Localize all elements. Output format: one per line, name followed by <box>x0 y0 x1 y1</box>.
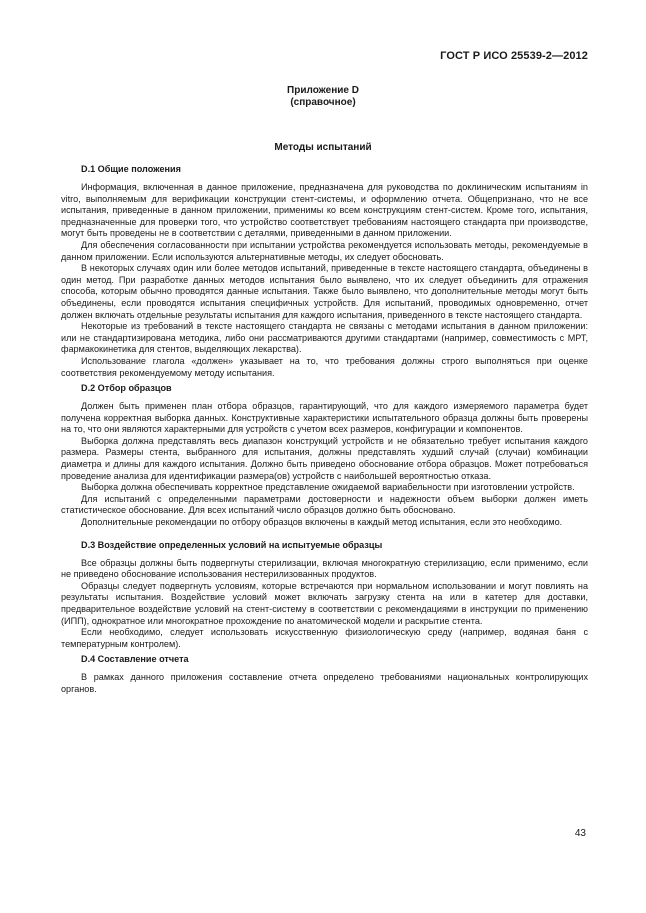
annex-type: (справочное) <box>290 97 356 108</box>
section-conditioning <box>61 539 588 651</box>
annex-heading <box>0 85 646 109</box>
paragraph: Информация, включенная в данное приложение, предназначена для руководства по доклиническим испытаниям in vitro, выполняемым для верификации конструкции стент-системы, и оформлению отчета. Общепризнано, что не все испытания, приведенные в данном приложении, применимы ко всем конструкциям стент-систем. Кроме того, испытания, предназначенные для проверки того, что устройство соответствует требованиям настоящего стандарта при производстве, могут быть проведены не в соответствии с деталями, приведенными в данном приложении. <box>61 182 588 239</box>
section-reporting <box>61 653 588 695</box>
paragraph: Выборка должна представлять весь диапазон конструкций устройств и не обязательно требует испытания каждого размера. Размеры стента, выбранного для испытания, должны представлять худший случай (случаи) комбинации диаметра и длины для каждого испытания. Должно быть приведено обоснование отбора образцов. Может потребоваться проведение анализа для идентификации размера(ов) устройств с наибольшей вероятностью отказа. <box>61 435 588 481</box>
document-title: Методы испытаний <box>274 142 372 153</box>
section-heading: D.4 Составление отчета <box>81 654 189 665</box>
page-number: 43 <box>574 828 586 839</box>
paragraph: В рамках данного приложения составление отчета определено требованиями национальных контролирующих органов. <box>61 672 588 694</box>
paragraph: Должен быть применен план отбора образцов, гарантирующий, что для каждого измеряемого параметра будет получена корректная выборка данных. Конструктивные характеристики испытательного образца должны быть проверены на то, что они являются характерными для устройств с учетом всех размеров, конфигурации и компонентов. <box>61 401 588 435</box>
section-sampling <box>61 382 588 529</box>
section-heading: D.3 Воздействие определенных условий на испытуемые образцы <box>81 539 383 550</box>
paragraph: Для испытаний с определенными параметрами достоверности и надежности объем выборки должен иметь статистическое обоснование. Для всех испытаний число образцов должно быть обосновано. <box>61 493 588 516</box>
paragraph: Использование глагола «должен» указывает на то, что требования должны строго выполняться при оценке соответствия рекомендуемому методу испытания. <box>61 355 588 378</box>
paragraph: В некоторых случаях один или более методов испытаний, приведенные в тексте настоящего стандарта, объединены в один метод. При разработке данных методов испытания было выявлено, что их следует объединить для отражения способа, которым обычно проводятся данные испытания. Также было выявлено, что дополнительные методы могут быть объединены, если проводятся испытания специфичных устройств. Для испытаний, проводимых одновременно, отчет должен включать отдельные результаты испытания для каждого испытания, приведенного в тексте настоящего стандарта. <box>61 263 588 320</box>
paragraph: Дополнительные рекомендации по отбору образцов включены в каждый метод испытания, если это необходимо. <box>81 517 563 528</box>
paragraph: Все образцы должны быть подвергнуты стерилизации, включая многократную стерилизацию, если применимо, если не приведено обоснование использования нестерилизованных продуктов. <box>61 557 588 580</box>
paragraph: Если необходимо, следует использовать искусственную физиологическую среду (например, водяная баня с температурным контролем). <box>61 627 588 649</box>
document-body <box>61 163 588 696</box>
section-heading: D.1 Общие положения <box>81 164 181 174</box>
paragraph: Образцы следует подвергнуть условиям, которые встречаются при нормальном использовании и могут повлиять на результаты испытания. Воздействие условий может включать загрузку стента на или в катетер для доставки, предварительное воздействие условий на стент-систему в соответствии с рекомендациями в инструкции по применению (ИПП), однократное или многократное прохождение по анатомической модели и раскрытие стента. <box>61 580 588 626</box>
annex-title: Приложение D <box>287 85 359 96</box>
section-heading: D.2 Отбор образцов <box>81 383 172 394</box>
paragraph: Некоторые из требований в тексте настоящего стандарта не связаны с методами испытания в данном приложении: или не стандартизирована методика, либо они рассматриваются другими стандартами (например, совместимость с МРТ, фармакокинетика для стентов, выделяющих лекарства). <box>61 321 588 355</box>
standard-number: ГОСТ Р ИСО 25539-2—2012 <box>440 50 588 62</box>
paragraph: Для обеспечения согласованности при испытании устройства рекомендуется использовать методы, рекомендуемые в данном приложении. Если используются альтернативные методы, их следует обосновать. <box>61 239 588 262</box>
paragraph: Выборка должна обеспечивать корректное представление ожидаемой вариабельности при изготовлении устройств. <box>81 482 575 493</box>
section-general <box>61 163 588 379</box>
